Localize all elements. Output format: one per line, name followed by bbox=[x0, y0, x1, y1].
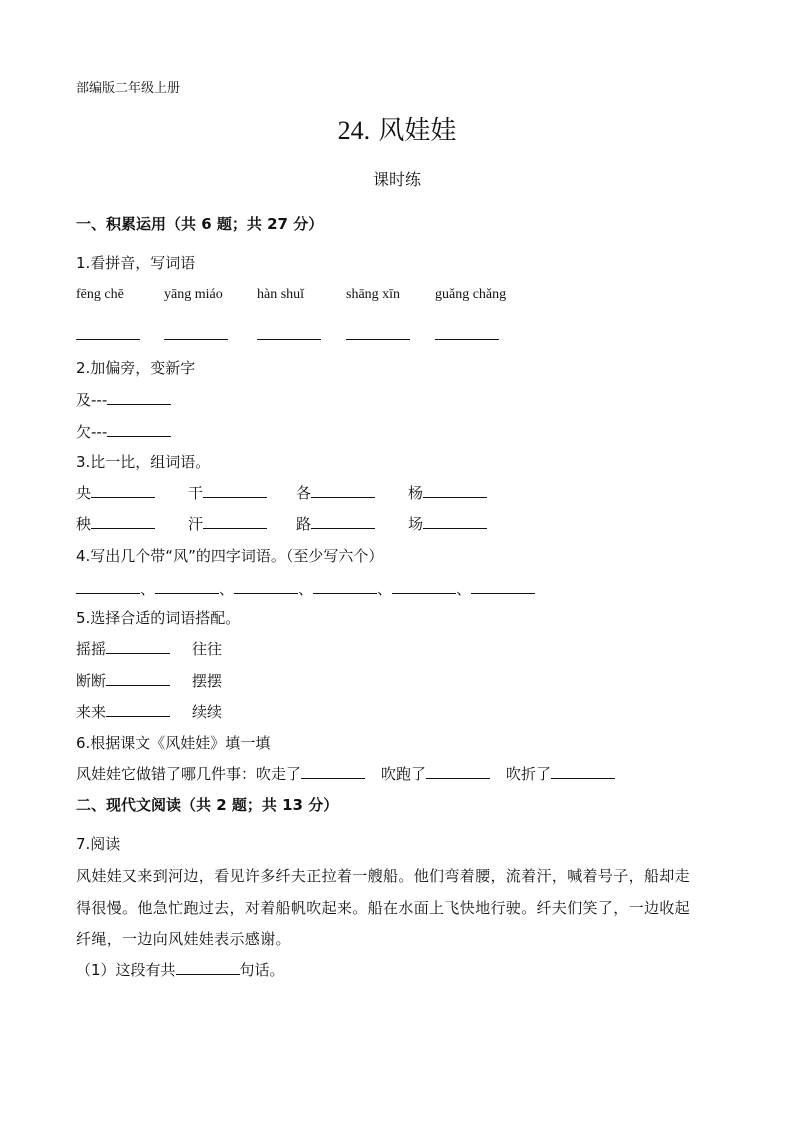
q3-r1-3-blank[interactable] bbox=[311, 483, 375, 498]
q4-blank-5[interactable] bbox=[392, 579, 456, 594]
q6-mid2: 吹折了 bbox=[506, 765, 552, 783]
edition-label: 部编版二年级上册 bbox=[76, 81, 181, 96]
q7-sub1-post: 句话。 bbox=[239, 961, 285, 979]
q1-blank-2[interactable] bbox=[164, 339, 228, 340]
q3-r2-1-char: 秧 bbox=[76, 515, 92, 533]
q5-right-3: 续续 bbox=[192, 703, 223, 721]
q5-right-1: 往往 bbox=[192, 640, 223, 658]
q4-sep: 、 bbox=[456, 580, 472, 598]
q3-r2-2-blank[interactable] bbox=[203, 514, 267, 529]
q2-blank-1[interactable] bbox=[107, 390, 171, 405]
q4-blank-1[interactable] bbox=[76, 579, 140, 594]
q4-sep: 、 bbox=[140, 580, 156, 598]
q7-passage-line-1: 风娃娃又来到河边，看见许多纤夫正拉着一艘船。他们弯着腰，流着汗，喊着号子，船却走 bbox=[76, 867, 691, 885]
q4-prompt: 4.写出几个带“风”的四字词语。（至少写六个） bbox=[76, 547, 384, 565]
q5-left-2 bbox=[76, 671, 170, 691]
q4-answer-row bbox=[76, 579, 535, 599]
q3-r2-3-blank[interactable] bbox=[311, 514, 375, 529]
q3-r1-3 bbox=[296, 483, 375, 503]
q1-pinyin-2: yāng miáo bbox=[164, 287, 223, 302]
q7-prompt: 7.阅读 bbox=[76, 835, 121, 853]
q3-r1-2-blank[interactable] bbox=[203, 483, 267, 498]
q5-left-3-word: 来来 bbox=[76, 703, 107, 721]
q3-r2-2 bbox=[188, 514, 267, 534]
q1-blank-4[interactable] bbox=[346, 339, 410, 340]
q3-r2-4 bbox=[408, 514, 487, 534]
q3-prompt: 3.比一比，组词语。 bbox=[76, 453, 211, 471]
q7-sub1 bbox=[76, 960, 285, 980]
q3-r1-1 bbox=[76, 483, 155, 503]
q5-left-3 bbox=[76, 702, 170, 722]
q7-passage-line-3: 纤绳，一边向风娃娃表示感谢。 bbox=[76, 930, 291, 948]
page-subtitle: 课时练 bbox=[372, 170, 421, 189]
q5-left-2-word: 断断 bbox=[76, 672, 107, 690]
q1-prompt: 1.看拼音，写词语 bbox=[76, 254, 196, 272]
q6-blank-3[interactable] bbox=[551, 764, 615, 779]
q7-sub1-pre: （1）这段有共 bbox=[76, 961, 176, 979]
q3-r1-3-char: 各 bbox=[296, 484, 312, 502]
q7-sub1-blank[interactable] bbox=[176, 960, 240, 975]
q3-r1-2-char: 干 bbox=[188, 484, 204, 502]
q2-blank-2[interactable] bbox=[107, 422, 171, 437]
q4-blank-2[interactable] bbox=[155, 579, 219, 594]
q4-blank-6[interactable] bbox=[471, 579, 535, 594]
q3-r2-3 bbox=[296, 514, 375, 534]
q1-pinyin-5: guǎng chǎng bbox=[435, 287, 507, 302]
q4-sep: 、 bbox=[377, 580, 393, 598]
q1-blank-3[interactable] bbox=[257, 339, 321, 340]
q3-r2-1-blank[interactable] bbox=[91, 514, 155, 529]
q3-r2-2-char: 汗 bbox=[188, 515, 204, 533]
section1-heading: 一、积累运用（共 6 题；共 27 分） bbox=[76, 215, 324, 233]
lesson-number: 24. bbox=[337, 116, 371, 145]
q3-r1-1-blank[interactable] bbox=[91, 483, 155, 498]
q5-prompt: 5.选择合适的词语搭配。 bbox=[76, 609, 241, 627]
q5-blank-2[interactable] bbox=[106, 671, 170, 686]
q3-r2-4-char: 场 bbox=[408, 515, 424, 533]
q5-right-2: 摆摆 bbox=[192, 672, 223, 690]
q1-blank-5[interactable] bbox=[435, 339, 499, 340]
q3-r2-1 bbox=[76, 514, 155, 534]
q4-sep: 、 bbox=[298, 580, 314, 598]
q3-r1-4-char: 杨 bbox=[408, 484, 424, 502]
q2-item-2 bbox=[76, 422, 171, 442]
q3-r1-2 bbox=[188, 483, 267, 503]
q3-r2-3-char: 路 bbox=[296, 515, 312, 533]
q1-pinyin-3: hàn shuǐ bbox=[257, 287, 305, 302]
q6-answer-row bbox=[76, 764, 615, 784]
q2-item-1-label: 及--- bbox=[76, 391, 108, 409]
q6-mid1: 吹跑了 bbox=[381, 765, 427, 783]
q2-item-1 bbox=[76, 390, 171, 410]
q5-left-1 bbox=[76, 639, 170, 659]
q3-r1-4 bbox=[408, 483, 487, 503]
q1-pinyin-1: fēng chē bbox=[76, 287, 124, 302]
q4-blank-4[interactable] bbox=[313, 579, 377, 594]
lesson-title: 风娃娃 bbox=[378, 116, 457, 146]
q2-item-2-label: 欠--- bbox=[76, 423, 108, 441]
q7-passage-line-2: 得很慢。他急忙跑过去，对着船帆吹起来。船在水面上飞快地行驶。纤夫们笑了，一边收起 bbox=[76, 899, 691, 917]
q4-blank-3[interactable] bbox=[234, 579, 298, 594]
q5-blank-1[interactable] bbox=[106, 639, 170, 654]
q1-blank-1[interactable] bbox=[76, 339, 140, 340]
q2-prompt: 2.加偏旁，变新字 bbox=[76, 359, 196, 377]
q5-blank-3[interactable] bbox=[106, 702, 170, 717]
q3-r1-4-blank[interactable] bbox=[423, 483, 487, 498]
q6-prompt: 6.根据课文《风娃娃》填一填 bbox=[76, 734, 271, 752]
section2-heading: 二、现代文阅读（共 2 题；共 13 分） bbox=[76, 796, 339, 814]
q6-blank-1[interactable] bbox=[301, 764, 365, 779]
q4-sep: 、 bbox=[219, 580, 235, 598]
q1-pinyin-4: shāng xīn bbox=[346, 287, 401, 302]
q6-lead: 风娃娃它做错了哪几件事：吹走了 bbox=[76, 765, 302, 783]
q5-left-1-word: 摇摇 bbox=[76, 640, 107, 658]
q6-blank-2[interactable] bbox=[426, 764, 490, 779]
page-title bbox=[0, 114, 794, 148]
q3-r1-1-char: 央 bbox=[76, 484, 92, 502]
q3-r2-4-blank[interactable] bbox=[423, 514, 487, 529]
